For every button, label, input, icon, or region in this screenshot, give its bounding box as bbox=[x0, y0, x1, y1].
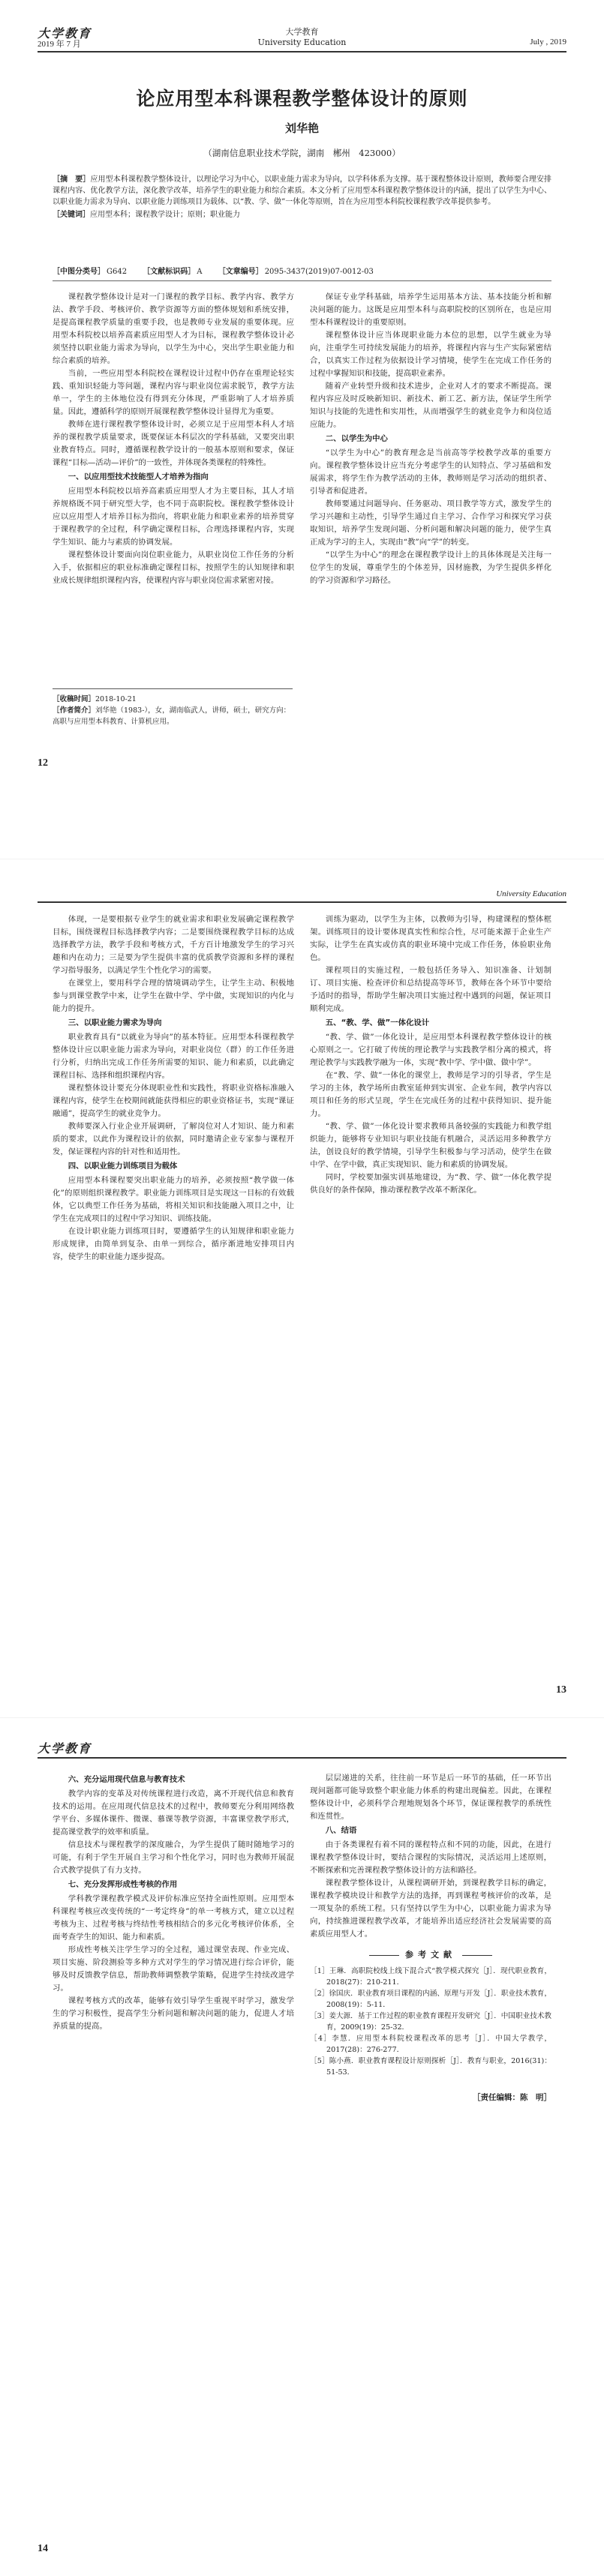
paragraph: 随着产业转型升级和技术进步，企业对人才的要求不断提高。课程内容应及时反映新知识、新技术、新工艺、新方法，保证学生所学知识与技能的先进性和实用性，从而增强学生的就业竞争力和岗位适应能力。 bbox=[310, 382, 551, 429]
header-journal-en: University Education bbox=[496, 889, 566, 898]
paragraph: 学科教学课程教学模式及评价标准应坚持全面性原则。应用型本科课程考核应改变传统的“一考定终身”的单一考核方式，建立以过程考核为主、过程考核与终结性考核相结合的多元化考核评价体系，全面考查学生的知识、能力和素质。 bbox=[53, 1894, 294, 1942]
section-heading: 一、以应用型技术技能型人才培养为指向 bbox=[68, 472, 209, 481]
author-bio-text: 刘华艳（1983-），女，湖南临武人，讲师，硕士，研究方向：高职与应用型本科教育、计算机应用。 bbox=[53, 706, 291, 726]
paragraph: 教师要深入行业企业开展调研，了解岗位对人才知识、能力和素质的要求，以此作为课程设计的依据，同时邀请企业专家参与课程开发，保证课程内容的针对性和适用性。 bbox=[53, 1122, 294, 1156]
received-label: ［收稿时间］ bbox=[53, 695, 96, 703]
header-date-en: July , 2019 bbox=[530, 37, 566, 46]
paragraph: 职业教育具有“以就业为导向”的基本特征。应用型本科课程教学整体设计应以职业能力需求为导向，对职业岗位（群）的工作任务进行分析，归纳出完成工作任务所需要的知识、能力和素质，以此确定课程目标、选择和组织课程内容。 bbox=[53, 1033, 294, 1080]
reference-item: ［2］徐国庆．职业教育项目课程的内涵、原理与开发［J］．职业技术教育，2008(19)：5-11． bbox=[310, 1990, 551, 2009]
section-heading: 四、以职业能力训练项目为载体 bbox=[68, 1162, 178, 1171]
paragraph: 训练为驱动，以学生为主体，以教师为引导，构建课程的整体框架。训练项目的设计要体现真实性和综合性，尽可能来源于企业生产实际，让学生在真实或仿真的职业环境中完成工作任务，体验职业角色。 bbox=[310, 915, 551, 962]
paragraph: “以学生为中心”的理念在课程教学设计上的具体体现是关注每一位学生的发展，尊重学生的个体差异，因材施教，为学生提供多样化的学习资源和学习路径。 bbox=[310, 550, 551, 585]
section-heading: 二、以学生为中心 bbox=[325, 434, 388, 443]
section-heading: 三、以职业能力需求为导向 bbox=[68, 1018, 162, 1027]
paragraph: 同时，学校要加强实训基地建设，为“教、学、做”一体化教学提供良好的条件保障，推动课程教学改革不断深化。 bbox=[310, 1173, 551, 1195]
paragraph: 教师要通过问题导向、任务驱动、项目教学等方式，激发学生的学习兴趣和主动性，引导学生通过自主学习、合作学习和探究学习获取知识，培养学生发现问题、分析问题和解决问题的能力，使学生真正成为学习的主人，实现由“教”向“学”的转变。 bbox=[310, 499, 551, 547]
author-bio bbox=[53, 705, 293, 727]
author-bio-label: ［作者简介］ bbox=[53, 706, 96, 715]
footnote bbox=[53, 688, 293, 727]
paragraph: “以学生为中心”的教育理念是当前高等学校教学改革的重要方向。课程教学整体设计应当充分考虑学生的认知特点、学习基础和发展需求，将学生作为教学活动的主体，教师则是学习活动的组织者、引导者和促进者。 bbox=[310, 448, 551, 496]
page-1 bbox=[0, 0, 604, 859]
paragraph: 课程教学整体设计是对一门课程的教学目标、教学内容、教学方法、教学手段、考核评价、教学资源等方面的整体规划和系统安排，是提高课程教学质量的重要手段，也是教师专业发展的重要体现。应用型本科院校以培养高素质应用型人才为目标，课程教学整体设计必须坚持以职业能力需求为导向，以学生为中心，突出学生职业能力和综合素质的培养。 bbox=[53, 292, 294, 365]
article-no-label: ［文章编号］ bbox=[218, 268, 263, 276]
journal-logo: 大学教育 bbox=[38, 26, 92, 40]
paragraph: 应用型本科院校以培养高素质应用型人才为主要目标，其人才培养规格既不同于研究型大学，也不同于高职院校。课程教学整体设计应以应用型人才培养目标为指向，将职业能力和职业素养的培养贯穿于课程教学的全过程，科学确定课程目标，合理选择课程内容，实现学生知识、能力与素质的协调发展。 bbox=[53, 487, 294, 547]
paragraph: 当前，一些应用型本科院校在课程设计过程中仍存在重理论轻实践、重知识轻能力等问题，课程内容与职业岗位需求脱节，教学方法单一，学生的主体地位没有得到充分体现，严重影响了人才培养质量。因此，遵循科学的原则开展课程教学整体设计显得尤为重要。 bbox=[53, 369, 294, 416]
paragraph: 在课堂上，要用科学合理的情境调动学生，让学生主动、积极地参与到课堂教学中来，让学生在做中学、学中做，实现知识的内化与能力的提升。 bbox=[53, 979, 294, 1013]
section-heading: 七、充分发挥形成性考核的作用 bbox=[68, 1880, 178, 1889]
paragraph: 课程项目的实施过程，一般包括任务导入、知识准备、计划制订、项目实施、检查评价和总结提高等环节，教师在各个环节中要给予适时的指导，帮助学生解决项目实施过程中遇到的问题，保证项目顺利完成。 bbox=[310, 966, 551, 1013]
clc-label: ［中图分类号］ bbox=[53, 268, 105, 276]
paragraph: 教学内容的变革及对传统课程进行改造，离不开现代信息和教育技术的运用。在应用现代信息技术的过程中，教师要充分利用网络教学平台、多媒体课件、微课、慕课等教学资源，丰富课堂教学形式，提高课堂教学的效率和质量。 bbox=[53, 1789, 294, 1837]
divider bbox=[53, 280, 551, 281]
responsible-editor: ［责任编辑：陈 明］ bbox=[473, 2093, 551, 2102]
header-date-cn: 2019 年 7 月 bbox=[38, 40, 81, 49]
paragraph: 课程整体设计要面向岗位职业能力，从职业岗位工作任务的分析入手，依据相应的职业标准确定课程目标，按照学生的认知规律和职业成长规律组织课程内容，使课程内容与职业岗位需求紧密对接。 bbox=[53, 550, 294, 585]
reference-item: ［3］姜大源．基于工作过程的职业教育课程开发研究［J］．中国职业技术教育，2009(19)：25-32． bbox=[310, 2012, 551, 2032]
reference-item: ［1］王琳．高职院校线上线下混合式“教学模式探究［J］．现代职业教育，2018(27)：210-211． bbox=[310, 1967, 551, 1987]
article-author: 刘华艳 bbox=[284, 121, 319, 135]
keywords-text: 应用型本科；课程教学设计；原则；职业能力 bbox=[90, 211, 240, 219]
article-no-value: 2095-3437(2019)07-0012-03 bbox=[264, 268, 374, 276]
right-column bbox=[310, 1772, 551, 2447]
paragraph: 课程整体设计要充分体现职业性和实践性，将职业资格标准融入课程内容，使学生在校期间就能获得相应的职业资格证书，实现“课证融通”，提高学生的就业竞争力。 bbox=[53, 1084, 294, 1118]
paragraph: 在设计职业能力训练项目时，要遵循学生的认知规律和职业能力形成规律，由简单到复杂、由单一到综合，循序渐进地安排项目内容，使学生的职业能力逐步提高。 bbox=[53, 1227, 294, 1261]
paragraph: 在“教、学、做”一体化的课堂上，教师是学习的引导者，学生是学习的主体，教学场所由教室延伸到实训室、企业车间，教学内容以项目和任务的形式呈现，学生在完成任务的过程中获得知识、提升能力。 bbox=[310, 1071, 551, 1118]
doc-code-value: A bbox=[197, 268, 203, 276]
header-center bbox=[38, 27, 566, 48]
classification-line bbox=[53, 266, 551, 277]
paragraph: 教师在进行课程教学整体设计时，必须立足于应用型本科人才培养的课程教学质量要求，既要保证本科层次的学科基础，又要突出职业教育特点。同时，遵循课程教学设计的一般基本原则和要求，保证课程“目标—活动—评价”的一致性，并体现各类课程的特殊性。 bbox=[53, 420, 294, 467]
paragraph: 信息技术与课程教学的深度融合，为学生提供了随时随地学习的可能，有利于学生开展自主学习和个性化学习，同时也为教师开展混合式教学提供了有力支持。 bbox=[53, 1840, 294, 1875]
clc-item bbox=[53, 268, 127, 276]
page-2 bbox=[0, 859, 604, 1717]
paragraph: 由于各类课程有着不同的课程特点和不同的功能，因此，在进行课程教学整体设计时，要结合课程的实际情况，灵活运用上述原则，不断探索和完善课程教学整体设计的方法和路径。 bbox=[310, 1840, 551, 1875]
paragraph: 课程整体设计应当体现职业能力本位的思想，以学生就业为导向，注重学生可持续发展能力的培养，将课程内容与生产实际紧密结合，以真实工作过程为依据设计学习情境，使学生在完成工作任务的过程中掌握知识和技能，提高职业素养。 bbox=[310, 331, 551, 378]
page-3 bbox=[0, 1717, 604, 2576]
doc-code-label: ［文献标识码］ bbox=[143, 268, 196, 276]
paragraph: 体现，一是要根据专业学生的就业需求和职业发展确定课程教学目标，围绕课程目标选择教学内容；二是要围绕课程教学目标的达成选择教学方法，教学手段和考核方式，千方百计地激发学生的学习兴趣和内在动力；三是要为学生提供丰富的优质教学资源和多样的课程学习指导服务，以满足学生个性化学习的需要。 bbox=[53, 915, 294, 975]
journal-logo: 大学教育 bbox=[38, 1741, 92, 1756]
clc-value: G642 bbox=[107, 268, 128, 276]
header-journal-cn: 大学教育 bbox=[285, 27, 319, 37]
right-column bbox=[310, 291, 551, 748]
received-date bbox=[53, 694, 293, 705]
paragraph: 课程教学整体设计，从课程调研开始，到课程教学目标的确定，课程教学模块设计和教学方法的选择，再到课程考核评价的改革，是一项复杂的系统工程。只有坚持以学生为中心，以职业能力需求为导向，持续推进课程教学改革，才能培养出适应经济社会发展需要的高素质应用型人才。 bbox=[310, 1879, 551, 1939]
left-column bbox=[53, 1772, 294, 2447]
header-journal-en: University Education bbox=[257, 37, 347, 47]
article-title: 论应用型本科课程教学整体设计的原则 bbox=[136, 88, 468, 109]
running-header bbox=[38, 22, 566, 52]
paragraph: 形成性考核关注学生学习的全过程，通过课堂表现、作业完成、项目实施、阶段测验等多种方式对学生的学习情况进行综合评价，能够及时反馈教学信息，帮助教师调整教学策略，促进学生持续改进学习。 bbox=[53, 1945, 294, 1993]
abstract-block bbox=[53, 174, 551, 220]
page-number: 12 bbox=[38, 757, 48, 769]
section-heading: 五、“教、学、做”一体化设计 bbox=[325, 1018, 430, 1027]
paragraph: 层层递进的关系，往往前一环节是后一环节的基础，任一环节出现问题都可能导致整个职业能力体系的构建出现偏差。因此，在课程整体设计中，必须科学合理地规划各个环节，保证课程教学的系统性和连贯性。 bbox=[310, 1774, 551, 1821]
page-number: 13 bbox=[556, 1684, 566, 1696]
abstract-label: ［摘 要］ bbox=[53, 175, 91, 184]
doc-code-item bbox=[143, 268, 202, 276]
paragraph: “教、学、做”一体化设计，是应用型本科课程教学整体设计的核心原则之一。它打破了传统的理论教学与实践教学相分离的模式，将理论教学与实践教学融为一体，实现“教中学、学中做、做中学”。 bbox=[310, 1033, 551, 1067]
reference-item: ［5］陈小燕．职业教育课程设计原则探析［J］．教育与职业，2016(31)：51-53． bbox=[310, 2057, 551, 2077]
paragraph: “教、学、做”一体化设计要求教师具备较强的实践能力和教学组织能力，能够将专业知识与职业技能有机融合，灵活运用多种教学方法，创设良好的教学情境，引导学生积极参与学习活动，使学生在做中学、在学中做，真正实现知识、能力和素质的协调发展。 bbox=[310, 1122, 551, 1169]
references-title: 参考文献 bbox=[310, 1948, 551, 1961]
section-heading: 六、充分运用现代信息与教育技术 bbox=[68, 1775, 185, 1784]
paragraph: 课程考核方式的改革，能够有效引导学生重视平时学习，激发学生的学习积极性，提高学生分析问题和解决问题的能力，促进人才培养质量的提高。 bbox=[53, 1996, 294, 2031]
received-value: 2018-10-21 bbox=[95, 695, 137, 703]
keywords-label: ［关键词］ bbox=[53, 211, 90, 219]
paragraph: 应用型本科课程要突出职业能力的培养，必须按照“教学做一体化”的原则组织课程教学。职业能力训练项目是实现这一目标的有效载体，它以典型工作任务为基础，将相关知识和技能融入项目之中，让学生在完成项目的过程中学习知识、训练技能。 bbox=[53, 1176, 294, 1223]
right-column bbox=[310, 913, 551, 1675]
running-header bbox=[38, 886, 566, 903]
section-heading: 八、结语 bbox=[325, 1826, 357, 1835]
keywords-line bbox=[53, 209, 551, 220]
left-column bbox=[53, 913, 294, 1675]
reference-item: ［4］李慧．应用型本科院校课程改革的思考［J］．中国大学教学，2017(28)：276-277． bbox=[310, 2035, 551, 2054]
abstract-text: 应用型本科课程教学整体设计，以理论学习为中心，以职业能力需求为导向，以学科体系为支撑。基于课程整体设计原则，教师要合理安排课程内容、优化教学方法，深化教学改革，培养学生的职业能力和综合素质。本文分析了应用型本科课程教学整体设计的内涵，提出了以学生为中心、以职业能力需求为导向、以职业能力训练项目为载体、以“教、学、做”一体化等原则，旨在为应用型本科院校课程教学改革提供参考。 bbox=[53, 175, 552, 206]
paragraph: 保证专业学科基础，培养学生运用基本方法、基本技能分析和解决问题的能力。这既是应用型本科与高职院校的区别所在，也是应用型本科课程设计的重要原则。 bbox=[310, 292, 551, 327]
page-number: 14 bbox=[38, 2543, 48, 2554]
article-no-item bbox=[218, 268, 374, 276]
author-affiliation: （湖南信息职业技术学院，湖南 郴州 423000） bbox=[203, 148, 401, 158]
running-header bbox=[38, 1736, 566, 1759]
left-column bbox=[53, 291, 294, 681]
